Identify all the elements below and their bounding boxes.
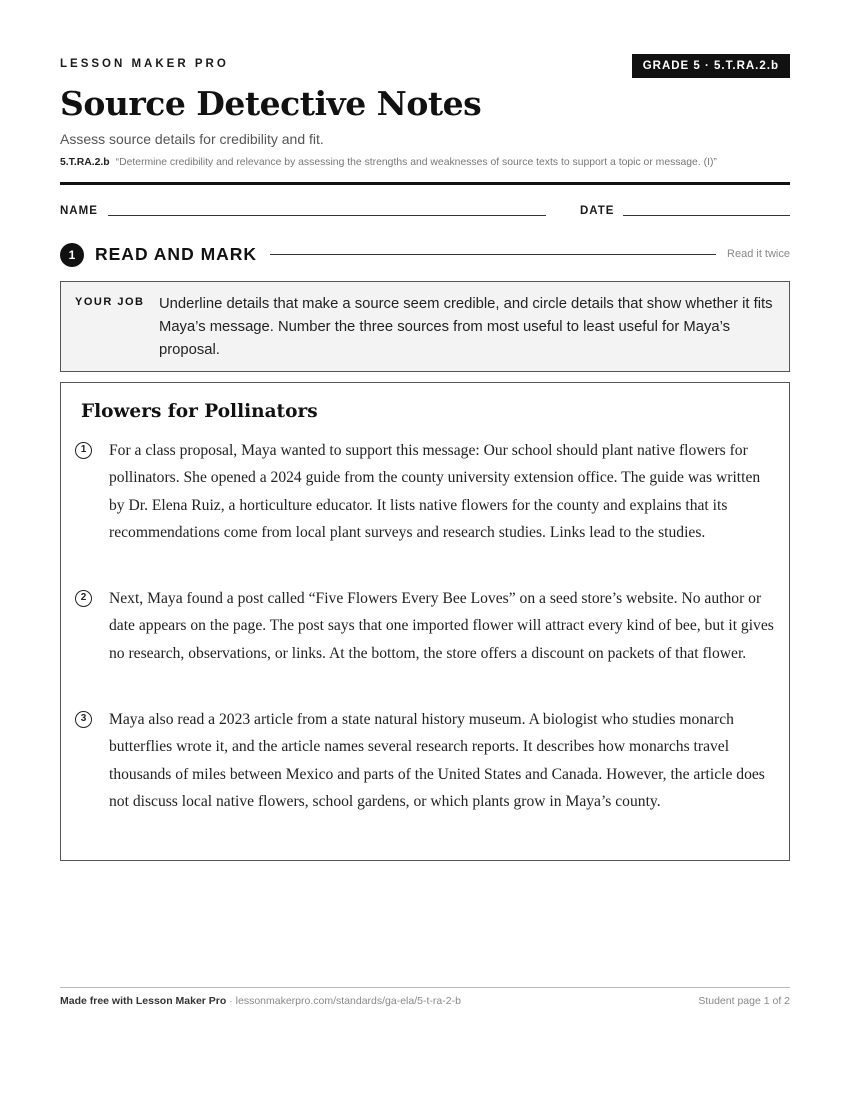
section-hint: Read it twice [727, 248, 790, 260]
standard-code: 5.T.RA.2.b [60, 157, 110, 168]
instructions-box [60, 281, 790, 372]
name-field[interactable] [108, 215, 546, 216]
instructions-text: Underline details that make a source seem credible, and circle details that show whether it fits Maya’s message. Number the three sources from most useful to least useful for Maya’s proposal. [159, 296, 773, 358]
footer-divider [60, 987, 790, 988]
grade-badge: GRADE 5 · 5.T.RA.2.b [632, 54, 790, 78]
date-label: DATE [580, 205, 615, 217]
footer-page-number: Student page 1 of 2 [698, 995, 790, 1007]
section-divider [270, 254, 716, 255]
paragraph-number-icon: 2 [75, 590, 92, 607]
footer-url: · lessonmakerpro.com/standards/ga-ela/5-t-ra-2-b [226, 995, 461, 1007]
page-subtitle: Assess source details for credibility and fit. [60, 131, 324, 147]
instructions-label: YOUR JOB [75, 296, 145, 308]
paragraph-text: For a class proposal, Maya wanted to support this message: Our school should plant native flowers for pollinators. She opened a 2024 guide from the county university extension office. The guide was written by Dr. Elena Ruiz, a horticulture educator. It lists native flowers for the county and explains that its recommendations come from local plant surveys and research studies. Links lead to the studies. [109, 442, 761, 541]
section-title: READ AND MARK [95, 244, 258, 264]
reading-passage [60, 382, 790, 861]
paragraph-number-icon: 3 [75, 711, 92, 728]
section-number-badge: 1 [60, 243, 84, 267]
standard-statement [60, 157, 717, 168]
date-field[interactable] [623, 215, 790, 216]
name-label: NAME [60, 205, 98, 217]
paragraph-text: Maya also read a 2023 article from a state natural history museum. A biologist who studies monarch butterflies wrote it, and the article names several research reports. It describes how monarchs travel thousands of miles between Mexico and parts of the United States and Canada. However, the article does not discuss local native flowers, school gardens, or which plants grow in Maya’s county. [109, 711, 765, 810]
passage-title: Flowers for Pollinators [81, 401, 318, 422]
page-title: Source Detective Notes [60, 84, 482, 123]
paragraph-number-icon: 1 [75, 442, 92, 459]
header-divider [60, 182, 790, 185]
footer-credit [60, 995, 461, 1007]
brand-name: LESSON MAKER PRO [60, 58, 229, 70]
footer-made-with: Made free with Lesson Maker Pro [60, 995, 227, 1007]
paragraph-text: Next, Maya found a post called “Five Flowers Every Bee Loves” on a seed store’s website. No author or date appears on the page. The post says that one imported flower will attract every kind of bee, but it gives no research, observations, or links. At the bottom, the store offers a discount on packets of that flower. [109, 590, 774, 662]
standard-text: “Determine credibility and relevance by assessing the strengths and weaknesses of source texts to support a topic or message. (I)” [115, 157, 717, 168]
